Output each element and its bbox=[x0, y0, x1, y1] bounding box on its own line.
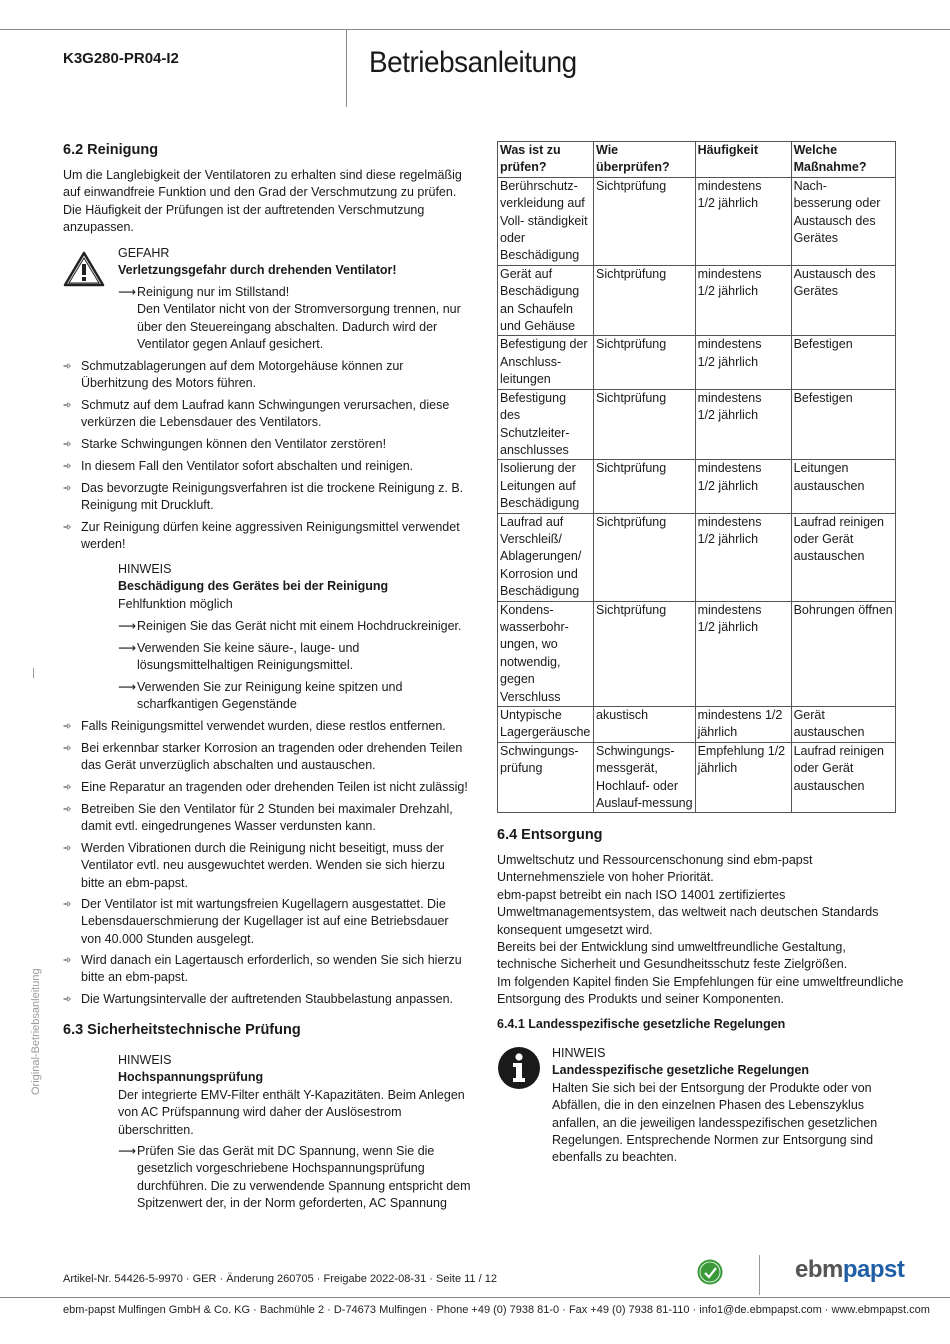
table-cell bbox=[498, 513, 594, 601]
cell-line: Schwingungs- bbox=[596, 743, 675, 758]
table-cell bbox=[498, 336, 594, 389]
cell-line: Voll- ständigkeit bbox=[500, 213, 588, 228]
header-divider bbox=[346, 29, 347, 107]
bullet-arrow-icon: ➾ bbox=[63, 899, 72, 910]
hint-title: Landesspezifische gesetzliche Regelungen bbox=[552, 1063, 810, 1078]
table-cell bbox=[594, 389, 696, 460]
cell-line: 1/2 jährlich bbox=[697, 408, 759, 423]
bullet-arrow-icon: ➾ bbox=[63, 483, 72, 494]
cell-line: Sichtprüfung bbox=[596, 602, 667, 617]
disposal-line: Bereits bei der Entwicklung sind umweltfreundliche Gestaltung, bbox=[497, 940, 846, 955]
cell-line: jährlich bbox=[697, 761, 738, 776]
high-voltage-hint bbox=[118, 1052, 465, 1139]
cell-line: oder Gerät bbox=[793, 531, 854, 546]
bullet-text-line: Lebensdauerschmierung der Kugellager ist auf eine Betriebsdauer bbox=[81, 914, 449, 929]
warning-icon bbox=[63, 251, 105, 287]
table-row bbox=[498, 265, 896, 336]
table-row bbox=[498, 336, 896, 389]
cell-line: Sichtprüfung bbox=[596, 514, 667, 529]
cell-line: Berührschutz- bbox=[500, 178, 578, 193]
cell-line: Befestigung bbox=[500, 390, 567, 405]
cell-line: mindestens 1/2 bbox=[697, 708, 783, 722]
danger-title: Verletzungsgefahr durch drehenden Ventilator! bbox=[118, 263, 397, 278]
cell-line: Beschädigung bbox=[500, 248, 580, 263]
bullet-text-line: Werden Vibrationen durch die Reinigung nicht beseitigt, muss der bbox=[81, 841, 444, 855]
table-cell bbox=[791, 742, 895, 813]
bullet-text-line: Überhitzung des Motors führen. bbox=[81, 376, 257, 391]
table-cell bbox=[498, 265, 594, 336]
table-cell bbox=[594, 742, 696, 813]
cell-line: gegen bbox=[500, 672, 535, 687]
cell-line: Verschluss bbox=[500, 689, 561, 704]
cell-line: Befestigen bbox=[793, 337, 853, 352]
bullet-arrow-icon: ➾ bbox=[63, 743, 72, 754]
cell-line: austauschen bbox=[793, 478, 865, 493]
cell-line: mindestens bbox=[697, 514, 762, 529]
bullet-text-line: Schmutzablagerungen auf dem Motorgehäuse können zur bbox=[81, 359, 404, 373]
table-cell bbox=[695, 265, 791, 336]
cell-line: jährlich bbox=[697, 725, 738, 740]
ebmpapst-logo: ebmpapst bbox=[795, 1256, 905, 1283]
info-icon bbox=[497, 1046, 541, 1090]
cell-line: Gerät bbox=[793, 708, 825, 722]
cell-line: leitungen bbox=[500, 372, 551, 387]
hint-text-line: ebenfalls zu beachten. bbox=[552, 1150, 678, 1165]
cell-line: 1/2 jährlich bbox=[697, 619, 759, 634]
section-6-4-heading: 6.4 Entsorgung bbox=[497, 827, 603, 843]
cell-line: austauschen bbox=[793, 778, 865, 793]
cell-line: austauschen bbox=[793, 725, 865, 740]
hint-text-line: Regelungen. Entsprechende Normen zur Entsorgung sind bbox=[552, 1133, 874, 1148]
cell-line: und Gehäuse bbox=[500, 319, 576, 334]
table-cell bbox=[498, 460, 594, 513]
cell-line: Gerätes bbox=[793, 284, 839, 299]
bullet-text-line: verkürzen die Lebensdauer des Ventilators. bbox=[81, 415, 322, 430]
cell-line: Befestigen bbox=[793, 390, 853, 405]
instruction-line: Reinigen Sie das Gerät nicht mit einem Hochdruckreiniger. bbox=[137, 619, 462, 633]
model-number: K3G280-PR04-I2 bbox=[63, 50, 179, 67]
table-cell bbox=[594, 336, 696, 389]
instruction-line: Reinigung nur im Stillstand! bbox=[137, 285, 290, 299]
section-6-4-1-heading: 6.4.1 Landesspezifische gesetzliche Regelungen bbox=[497, 1017, 786, 1031]
hint-text-line: anfallen, an die jeweiligen landesspezifischen gesetzlichen bbox=[552, 1115, 878, 1130]
cell-line: mindestens bbox=[697, 178, 762, 193]
cell-line: Ablagerungen/ bbox=[500, 549, 582, 564]
table-cell bbox=[695, 177, 791, 265]
bullet-arrow-icon: ➾ bbox=[63, 804, 72, 815]
cell-line: Hochlauf- oder bbox=[596, 778, 678, 793]
table-row bbox=[498, 460, 896, 513]
intro-line: Um die Langlebigkeit der Ventilatoren zu erhalten sind diese regelmäßig bbox=[63, 168, 462, 182]
danger-note bbox=[118, 245, 397, 280]
arrow-icon: ⟶ bbox=[118, 680, 136, 694]
bullet-text-line: Eine Reparatur an tragenden oder drehenden Teilen ist nicht zulässig! bbox=[81, 780, 468, 794]
bullet-arrow-icon: ➾ bbox=[63, 400, 72, 411]
cell-line: Maßnahme? bbox=[793, 160, 867, 175]
cell-line: Laufrad reinigen bbox=[793, 514, 884, 529]
bullet-text-line: Betreiben Sie den Ventilator für 2 Stunden bei maximaler Drehzahl, bbox=[81, 802, 453, 816]
instruction-line: durchführen. Die zu verwendende Spannung entspricht dem bbox=[137, 1178, 471, 1193]
table-row bbox=[498, 513, 896, 601]
cell-line: oder Gerät bbox=[793, 761, 854, 776]
instruction-line: gesetzlich vorgeschriebene Hochspannungsprüfung bbox=[137, 1161, 425, 1176]
side-margin-text: Original-Betriebsanleitung bbox=[30, 968, 42, 1095]
arrow-icon: ⟶ bbox=[118, 285, 136, 299]
arrow-icon: ⟶ bbox=[118, 619, 136, 633]
margin-tick bbox=[33, 668, 34, 678]
table-cell bbox=[695, 336, 791, 389]
cell-line: verkleidung auf bbox=[500, 196, 585, 211]
disposal-line: Entsorgung des Produkts und seiner Komponenten. bbox=[497, 992, 784, 1007]
bullet-text-line: bitte an ebm-papst. bbox=[81, 970, 189, 985]
table-cell bbox=[695, 742, 791, 813]
table-cell bbox=[498, 601, 594, 706]
footer-logo-divider bbox=[759, 1255, 760, 1295]
cell-line: an Schaufeln bbox=[500, 301, 573, 316]
footer-rule bbox=[0, 1297, 950, 1298]
table-header-row bbox=[498, 142, 896, 178]
table-cell bbox=[594, 513, 696, 601]
disposal-line: konsequent umgesetzt wird. bbox=[497, 922, 653, 937]
bullet-text-line: Das bevorzugte Reinigungsverfahren ist die trockene Reinigung z. B. bbox=[81, 481, 464, 495]
hint-label: HINWEIS bbox=[118, 1053, 172, 1067]
cell-line: prüfung bbox=[500, 761, 543, 776]
cell-line: Befestigung der bbox=[500, 337, 588, 352]
bullet-text-line: Die Wartungsintervalle der auftretenden Staubbelastung anpassen. bbox=[81, 992, 453, 1006]
cell-line: Auslauf-messung bbox=[596, 796, 693, 811]
disposal-line: technische Sicherheit und Gesundheitsschutz feste Zielgrößen. bbox=[497, 957, 848, 972]
hint-subtitle: Fehlfunktion möglich bbox=[118, 596, 233, 611]
table-cell bbox=[695, 389, 791, 460]
table-header-cell bbox=[695, 142, 791, 178]
cell-line: prüfen? bbox=[500, 160, 547, 175]
section-6-3-heading: 6.3 Sicherheitstechnische Prüfung bbox=[63, 1022, 301, 1038]
hint-title: Hochspannungsprüfung bbox=[118, 1070, 264, 1085]
intro-line: anzupassen. bbox=[63, 220, 134, 235]
footer-article-line: Artikel-Nr. 54426-5-9970 · GER · Änderung 260705 · Freigabe 2022-08-31 · Seite 11 / 12 bbox=[63, 1273, 497, 1285]
cell-line: Sichtprüfung bbox=[596, 461, 667, 476]
cell-line: Lagergeräusche bbox=[500, 725, 591, 740]
table-row bbox=[498, 742, 896, 813]
hint-text-line: überschritten. bbox=[118, 1122, 194, 1137]
cell-line: Wie bbox=[596, 143, 619, 157]
hint-title: Beschädigung des Gerätes bei der Reinigung bbox=[118, 579, 389, 594]
table-cell bbox=[594, 265, 696, 336]
disposal-line: Unternehmensziele von hoher Priorität. bbox=[497, 870, 714, 885]
cleaning-intro bbox=[63, 167, 462, 237]
cell-line: Laufrad auf bbox=[500, 514, 564, 529]
instruction-line: scharfkantigen Gegenstände bbox=[137, 697, 297, 712]
table-cell bbox=[695, 601, 791, 706]
cell-line: besserung oder bbox=[793, 196, 881, 211]
disposal-line: Umweltschutz und Ressourcenschonung sind ebm-papst bbox=[497, 853, 813, 867]
cell-line: ungen, wo bbox=[500, 637, 558, 652]
cell-line: überprüfen? bbox=[596, 160, 670, 175]
cell-line: Was ist zu bbox=[500, 143, 561, 157]
table-row bbox=[498, 707, 896, 743]
cell-line: Schwingungs- bbox=[500, 743, 579, 758]
cell-line: Schutzleiter- bbox=[500, 425, 570, 440]
bullet-text-line: Zur Reinigung dürfen keine aggressiven Reinigungsmittel verwendet bbox=[81, 520, 460, 534]
cell-line: 1/2 jährlich bbox=[697, 478, 759, 493]
bullet-text-line: Starke Schwingungen können den Ventilator zerstören! bbox=[81, 437, 387, 451]
bullet-arrow-icon: ➾ bbox=[63, 782, 72, 793]
hint-label: HINWEIS bbox=[118, 562, 172, 576]
cell-line: Sichtprüfung bbox=[596, 178, 667, 193]
table-cell bbox=[498, 177, 594, 265]
hint-text-line: Halten Sie sich bei der Entsorgung der Produkte oder von bbox=[552, 1080, 872, 1095]
danger-label: GEFAHR bbox=[118, 246, 170, 260]
table-cell bbox=[695, 513, 791, 601]
table-cell bbox=[791, 601, 895, 706]
cell-line: Austausch des bbox=[793, 213, 876, 228]
section-6-2-heading: 6.2 Reinigung bbox=[63, 142, 159, 158]
bullet-text-line: Ventilator evtl. neu ausgewuchtet werden. Wenden sie sich hierzu bbox=[81, 858, 445, 873]
table-header-cell bbox=[594, 142, 696, 178]
table-cell bbox=[791, 265, 895, 336]
cell-line: Anschluss- bbox=[500, 354, 562, 369]
table-cell bbox=[498, 707, 594, 743]
cell-line: anschlusses bbox=[500, 442, 569, 457]
bullet-text-line: Schmutz auf dem Laufrad kann Schwingungen verursachen, diese bbox=[81, 398, 450, 412]
cell-line: notwendig, bbox=[500, 654, 561, 669]
table-cell bbox=[791, 177, 895, 265]
bullet-text-line: bitte an ebm-papst. bbox=[81, 875, 189, 890]
instruction-line: Prüfen Sie das Gerät mit DC Spannung, wenn Sie die bbox=[137, 1144, 435, 1158]
table-header-cell bbox=[498, 142, 594, 178]
hint-label: HINWEIS bbox=[552, 1046, 606, 1060]
cell-line: Beschädigung bbox=[500, 496, 580, 511]
regulations-hint bbox=[552, 1045, 877, 1167]
hint-text-line: Abfällen, die in den einzelnen Phasen des Lebenszyklus bbox=[552, 1098, 865, 1113]
cell-line: Leitungen bbox=[793, 461, 849, 476]
table-cell bbox=[695, 707, 791, 743]
cell-line: Beschädigung bbox=[500, 284, 580, 299]
disposal-line: Umweltmanagementsystem, das weltweit nach deutschen Standards bbox=[497, 905, 879, 920]
bullet-text-line: In diesem Fall den Ventilator sofort abschalten und reinigen. bbox=[81, 459, 414, 473]
cell-line: Welche bbox=[793, 143, 838, 157]
table-cell bbox=[498, 389, 594, 460]
table-cell bbox=[791, 460, 895, 513]
bullet-text-line: werden! bbox=[81, 537, 126, 552]
bullet-arrow-icon: ➾ bbox=[63, 522, 72, 533]
inspection-table bbox=[497, 141, 896, 813]
table-row bbox=[498, 177, 896, 265]
table-cell bbox=[594, 177, 696, 265]
cell-line: Austausch des bbox=[793, 266, 876, 281]
cell-line: mindestens bbox=[697, 390, 762, 405]
cell-line: 1/2 jährlich bbox=[697, 354, 759, 369]
cell-line: Gerät auf bbox=[500, 266, 553, 281]
table-cell bbox=[791, 389, 895, 460]
table-row bbox=[498, 601, 896, 706]
cell-line: Nach- bbox=[793, 178, 827, 193]
cell-line: austauschen bbox=[793, 549, 865, 564]
table-cell bbox=[695, 460, 791, 513]
disposal-line: Im folgenden Kapitel finden Sie Empfehlungen für eine umweltfreundliche bbox=[497, 974, 904, 989]
bullet-arrow-icon: ➾ bbox=[63, 461, 72, 472]
cell-line: Laufrad reinigen bbox=[793, 743, 884, 758]
top-rule bbox=[0, 29, 950, 30]
bullet-text-line: von 40.000 Stunden ausgelegt. bbox=[81, 931, 255, 946]
cell-line: 1/2 jährlich bbox=[697, 196, 759, 211]
bullet-text-line: Der Ventilator ist mit wartungsfreien Kugellagern ausgestattet. Die bbox=[81, 897, 446, 911]
cell-line: mindestens bbox=[697, 266, 762, 281]
bullet-arrow-icon: ➾ bbox=[63, 361, 72, 372]
cell-line: Gerätes bbox=[793, 231, 839, 246]
instruction-line: lösungsmittelhaltigen Reinigungsmittel. bbox=[137, 658, 354, 673]
cell-line: mindestens bbox=[697, 461, 762, 476]
instruction-line: über den Steuereingang abschalten. Dadurch wird der bbox=[137, 319, 438, 334]
cell-line: Leitungen auf bbox=[500, 478, 576, 493]
cell-line: Verschleiß/ bbox=[500, 531, 562, 546]
hint-text-line: Der integrierte EMV-Filter enthält Y-Kapazitäten. Beim Anlegen bbox=[118, 1087, 465, 1102]
cell-line: Sichtprüfung bbox=[596, 390, 667, 405]
instruction-line: Spitzenwert der, in der Norm geforderten, AC Spannung bbox=[137, 1196, 447, 1211]
table-cell bbox=[594, 601, 696, 706]
disposal-text bbox=[497, 852, 904, 1009]
footer-company-line: ebm-papst Mulfingen GmbH & Co. KG · Bachmühle 2 · D-74673 Mulfingen · Phone +49 (0) 7938 81-0 · Fax +49 (0) 7938 81-110 · info1@de.ebmpapst.com · www.ebmpapst.com bbox=[63, 1304, 930, 1316]
cell-line: Empfehlung 1/2 bbox=[697, 743, 786, 758]
cell-line: Korrosion und bbox=[500, 566, 578, 581]
intro-line: Die Häufigkeit der Prüfungen ist der auftretenden Verschmutzung bbox=[63, 202, 425, 217]
bullet-text-line: Reinigung mit Druckluft. bbox=[81, 498, 214, 513]
disposal-line: ebm-papst betreibt ein nach ISO 14001 zertifiziertes bbox=[497, 887, 786, 902]
cell-line: oder bbox=[500, 231, 526, 246]
cell-line: Häufigkeit bbox=[697, 143, 759, 157]
cell-line: mindestens bbox=[697, 337, 762, 352]
cell-line: Sichtprüfung bbox=[596, 266, 667, 281]
bullet-arrow-icon: ➾ bbox=[63, 439, 72, 450]
cell-line: akustisch bbox=[596, 708, 649, 722]
instruction-line: Verwenden Sie keine säure-, lauge- und bbox=[137, 641, 360, 655]
table-cell bbox=[791, 336, 895, 389]
bullet-arrow-icon: ➾ bbox=[63, 843, 72, 854]
cell-line: Kondens- bbox=[500, 602, 554, 617]
cell-line: 1/2 jährlich bbox=[697, 284, 759, 299]
cell-line: Bohrungen öffnen bbox=[793, 602, 893, 617]
arrow-icon: ⟶ bbox=[118, 1144, 136, 1158]
table-row bbox=[498, 389, 896, 460]
cell-line: 1/2 jährlich bbox=[697, 531, 759, 546]
cell-line: Untypische bbox=[500, 708, 562, 722]
greentech-icon bbox=[697, 1259, 723, 1285]
cell-line: des bbox=[500, 408, 521, 423]
cleaning-hint-note bbox=[118, 561, 388, 613]
instruction-line: Verwenden Sie zur Reinigung keine spitzen und bbox=[137, 680, 403, 694]
arrow-icon: ⟶ bbox=[118, 641, 136, 655]
table-cell bbox=[594, 460, 696, 513]
intro-line: auf einwandfreie Funktion und den Grad der Verschmutzung zu prüfen. bbox=[63, 185, 457, 200]
bullet-arrow-icon: ➾ bbox=[63, 955, 72, 966]
bullet-text-line: damit evtl. eingedrungenes Wasser verdunsten kann. bbox=[81, 819, 376, 834]
instruction-line: Ventilator gegen Anlauf gesichert. bbox=[137, 337, 324, 352]
cell-line: messgerät, bbox=[596, 761, 658, 776]
table-cell bbox=[498, 742, 594, 813]
hint-text-line: von AC Prüfspannung wird daher der Auslösestrom bbox=[118, 1105, 402, 1120]
table-header-cell bbox=[791, 142, 895, 178]
bullet-text-line: Wird danach ein Lagertausch erforderlich, so wenden Sie sich hierzu bbox=[81, 953, 462, 967]
table-cell bbox=[594, 707, 696, 743]
document-title: Betriebsanleitung bbox=[369, 46, 577, 79]
instruction-line: Den Ventilator nicht von der Stromversorgung trennen, nur bbox=[137, 302, 461, 317]
bullet-text-line: Falls Reinigungsmittel verwendet wurden, diese restlos entfernen. bbox=[81, 719, 446, 733]
bullet-arrow-icon: ➾ bbox=[63, 994, 72, 1005]
bullet-arrow-icon: ➾ bbox=[63, 721, 72, 732]
cell-line: Isolierung der bbox=[500, 461, 576, 476]
table-cell bbox=[791, 707, 895, 743]
cell-line: mindestens bbox=[697, 602, 762, 617]
bullet-text-line: Bei erkennbar starker Korrosion an tragenden oder drehenden Teilen bbox=[81, 741, 463, 755]
cell-line: wasserbohr- bbox=[500, 619, 569, 634]
cell-line: Sichtprüfung bbox=[596, 337, 667, 352]
cell-line: Beschädigung bbox=[500, 584, 580, 599]
bullet-text-line: das Gerät unverzüglich abschalten und austauschen. bbox=[81, 758, 376, 773]
table-cell bbox=[791, 513, 895, 601]
